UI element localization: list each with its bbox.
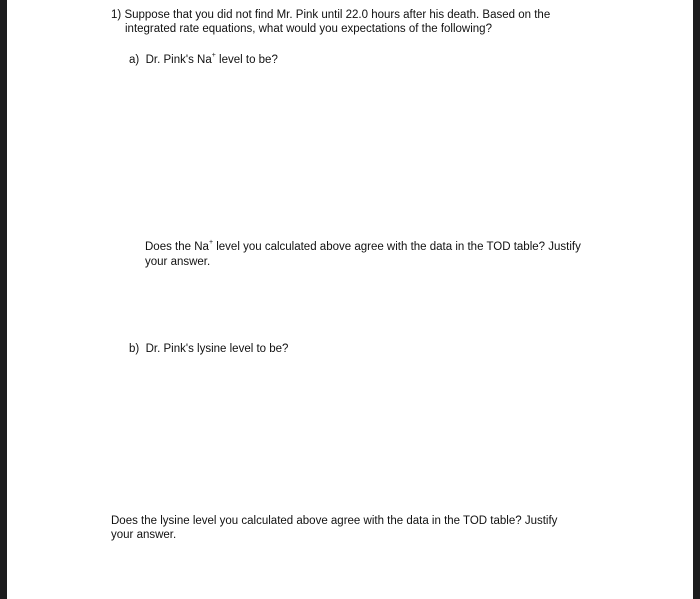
- document-page: [7, 0, 693, 599]
- part-a-text-before: Dr. Pink's Na: [145, 54, 212, 66]
- part-a-text-after: level to be?: [219, 54, 278, 66]
- question-text-line-2: integrated rate equations, what would you expectations of the following?: [125, 23, 492, 35]
- followup-a-text-line-2: your answer.: [145, 256, 211, 268]
- followup-b-text-line-2: your answer.: [111, 529, 177, 541]
- question-1-line-2: [125, 22, 492, 36]
- followup-a-text-before: Does the Na: [145, 241, 209, 253]
- part-a-label: a): [129, 54, 140, 66]
- followup-a-line-1: [145, 240, 581, 254]
- followup-a-line-2: [145, 255, 210, 269]
- question-1-line-1: [111, 8, 550, 22]
- question-text-line-1: Suppose that you did not find Mr. Pink until 22.0 hours after his death. Based on the: [124, 9, 551, 21]
- part-b: [129, 342, 288, 356]
- followup-b-text-line-1: Does the lysine level you calculated above agree with the data in the TOD table? Justify: [111, 515, 558, 527]
- part-b-label: b): [129, 343, 140, 355]
- part-a: [129, 53, 278, 67]
- part-b-text: Dr. Pink's lysine level to be?: [145, 343, 289, 355]
- followup-a-superscript: +: [208, 239, 214, 246]
- followup-b-line-1: [111, 514, 557, 528]
- followup-a-text-after: level you calculated above agree with the data in the TOD table? Justify: [216, 241, 581, 253]
- followup-b-line-2: [111, 528, 176, 542]
- part-a-superscript: +: [211, 52, 216, 59]
- question-number: 1): [111, 9, 122, 21]
